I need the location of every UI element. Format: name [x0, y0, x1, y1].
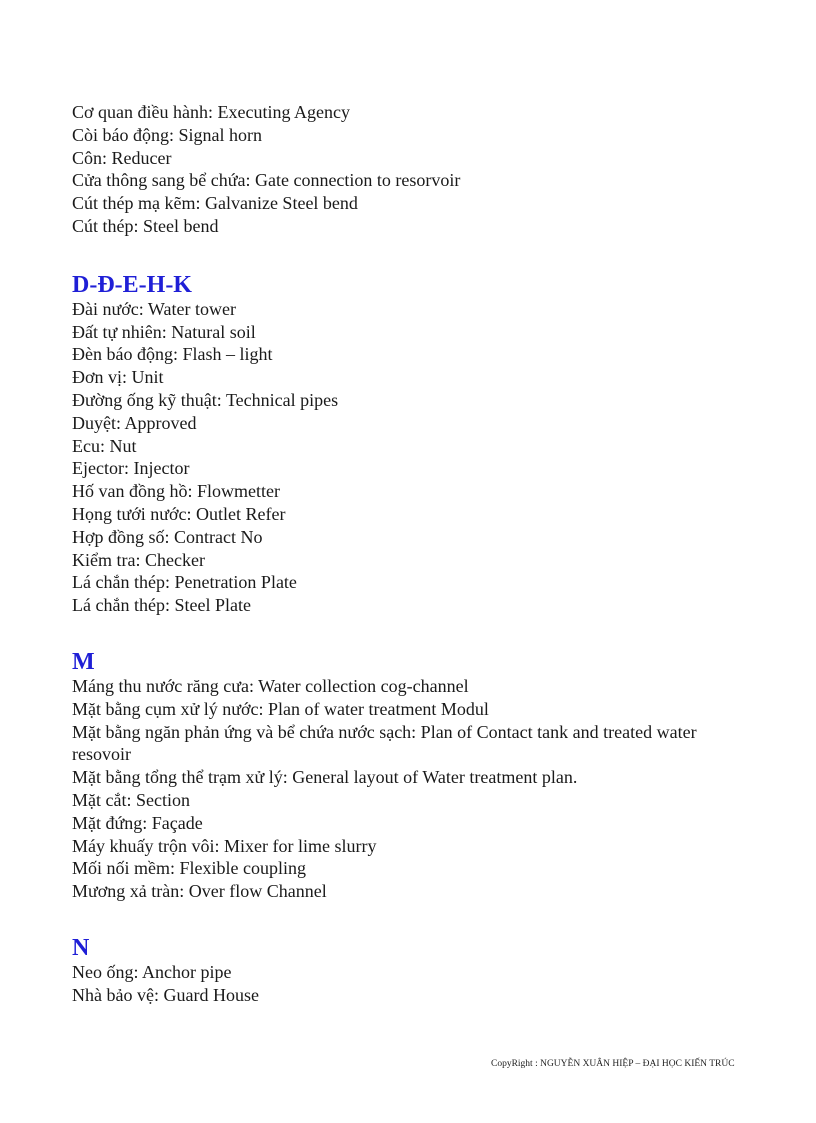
glossary-entry: Họng tưới nước: Outlet Refer: [72, 503, 286, 524]
glossary-entry: Cút thép mạ kẽm: Galvanize Steel bend: [72, 193, 358, 214]
glossary-entry: Mặt đứng: Façade: [72, 812, 203, 833]
glossary-entry: Lá chắn thép: Steel Plate: [72, 595, 251, 616]
glossary-entry: Lá chắn thép: Penetration Plate: [72, 572, 297, 593]
glossary-entry: Duyệt: Approved: [72, 412, 197, 433]
glossary-entry: Mặt bằng tổng thể trạm xử lý: General layout of Water treatment plan.: [72, 767, 578, 788]
glossary-entry: Đơn vị: Unit: [72, 367, 164, 388]
glossary-entry: Còi báo động: Signal horn: [72, 124, 262, 145]
glossary-entry: Kiểm tra: Checker: [72, 549, 205, 570]
glossary-entry: Cơ quan điều hành: Executing Agency: [72, 102, 350, 122]
glossary-entry: Hợp đồng số: Contract No: [72, 526, 263, 547]
section-d-k: [72, 272, 752, 617]
glossary-entry: Neo ống: Anchor pipe: [72, 961, 232, 982]
glossary-entry: Ecu: Nut: [72, 435, 137, 456]
glossary-entry: Đài nước: Water tower: [72, 298, 236, 319]
section-c-continued: [72, 101, 752, 238]
glossary-entry: Mương xả tràn: Over flow Channel: [72, 881, 327, 902]
section-m: [72, 649, 752, 903]
glossary-entry: Mặt bằng ngăn phản ứng và bể chứa nước sạch: Plan of Contact tank and treated water resovoir: [72, 721, 697, 765]
copyright-footer: CopyRight : NGUYỄN XUÂN HIỆP – ĐẠI HỌC KIẾN TRÚC: [491, 1059, 735, 1069]
glossary-entry: Máy khuấy trộn vôi: Mixer for lime slurry: [72, 835, 377, 856]
glossary-entry: Đường ống kỹ thuật: Technical pipes: [72, 389, 339, 410]
glossary-entry: Mối nối mềm: Flexible coupling: [72, 858, 306, 879]
glossary-page: [72, 101, 752, 1007]
glossary-entry: Mặt cắt: Section: [72, 789, 190, 810]
glossary-entry: Ejector: Injector: [72, 458, 190, 479]
glossary-entry: Hố van đồng hồ: Flowmetter: [72, 481, 280, 502]
section-heading: N: [72, 934, 90, 961]
section-n: [72, 935, 752, 1007]
glossary-entry: Nhà bảo vệ: Guard House: [72, 984, 259, 1005]
glossary-entry: Côn: Reducer: [72, 147, 172, 168]
glossary-entry: Đèn báo động: Flash – light: [72, 344, 273, 365]
glossary-entry: Đất tự nhiên: Natural soil: [72, 321, 256, 342]
glossary-entry: Cút thép: Steel bend: [72, 215, 219, 236]
glossary-entry: Cửa thông sang bể chứa: Gate connection to resorvoir: [72, 170, 461, 191]
glossary-entry: Máng thu nước răng cưa: Water collection cog-channel: [72, 675, 469, 696]
section-heading: M: [72, 648, 95, 675]
section-heading: D-Đ-E-H-K: [72, 271, 192, 298]
glossary-entry: Mặt bằng cụm xử lý nước: Plan of water treatment Modul: [72, 698, 489, 719]
